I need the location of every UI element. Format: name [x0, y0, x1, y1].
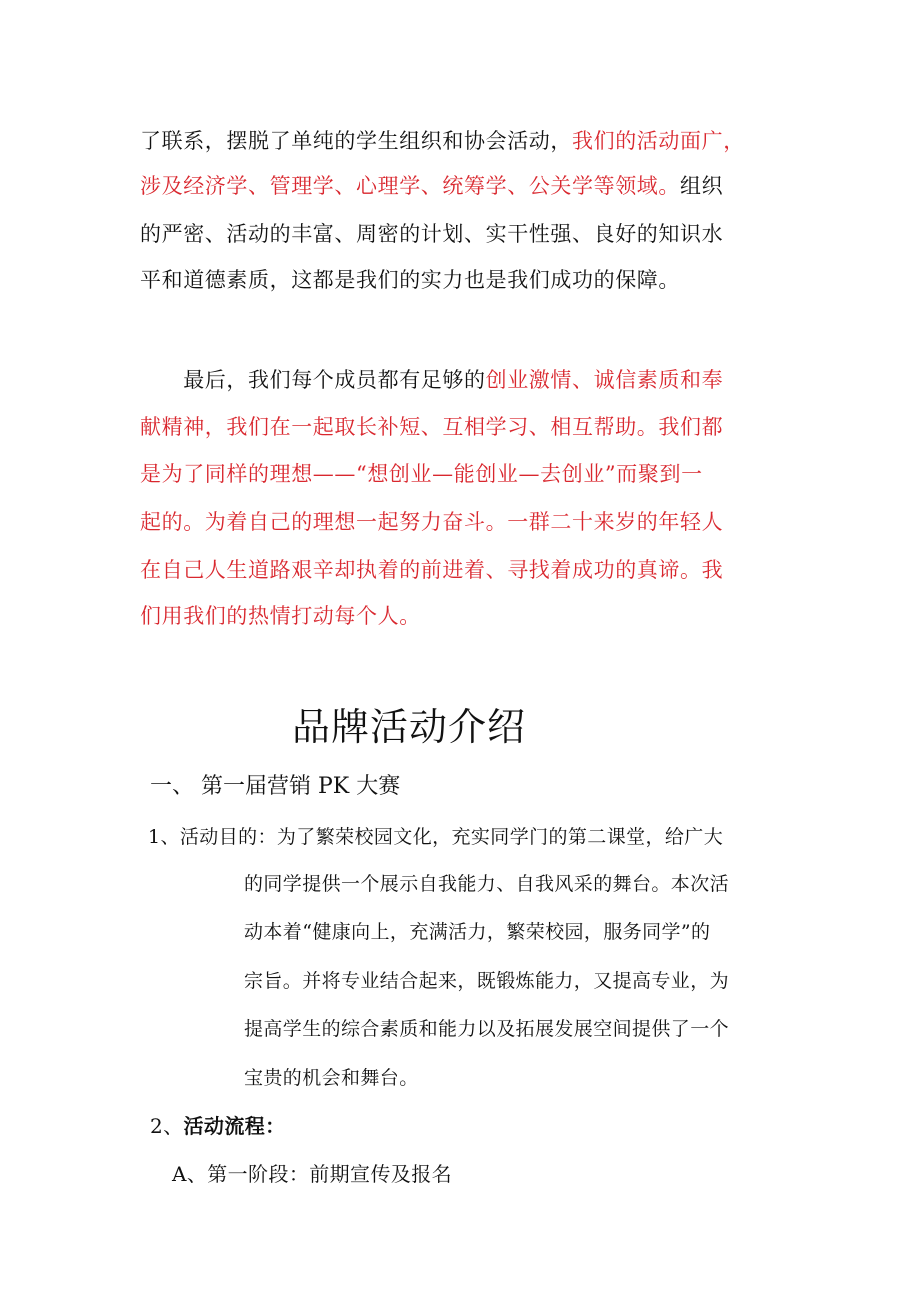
process-number: 2、 — [150, 1114, 184, 1138]
highlight-span: 我们的活动面广， — [572, 129, 745, 153]
stage-a — [172, 1160, 452, 1188]
process-heading — [150, 1112, 286, 1140]
highlight-span: 献精神，我们在一起取长补短、互相学习、相互帮助。我们都 — [140, 415, 724, 439]
text-line — [140, 508, 723, 536]
highlight-span: 起的。为着自己的理想一起努力奋斗。一群二十来岁的年轻人 — [140, 510, 724, 534]
text-line — [140, 172, 723, 200]
text-line — [140, 266, 680, 294]
text-span: 了联系，摆脱了单纯的学生组织和协会活动， — [140, 129, 572, 153]
text-line — [140, 413, 723, 441]
highlight-span: 们用我们的热情打动每个人。 — [140, 604, 421, 628]
purpose-text: 为了繁荣校园文化，充实同学门的第二课堂，给广大 — [276, 826, 724, 848]
text-line — [140, 460, 703, 488]
text-line — [140, 220, 723, 248]
heading-first-marketing-pk: 一、 第一届营销 PK 大赛 — [150, 774, 401, 799]
process-label: 活动流程： — [183, 1114, 286, 1138]
text-line — [140, 127, 745, 155]
highlight-span: 是为了同样的理想——“想创业—能创业—去创业”而聚到一 — [140, 462, 703, 486]
stage-a-text: 前期宣传及报名 — [309, 1162, 453, 1186]
text-span: 最后，我们每个成员都有足够的 — [140, 368, 486, 392]
text-span: 的严密、活动的丰富、周密的计划、实干性强、良好的知识水 — [140, 222, 724, 246]
purpose-line: 动本着“健康向上，充满活力，繁荣校园，服务同学”的 — [244, 921, 711, 943]
text-line — [140, 366, 723, 394]
purpose-line: 宗旨。并将专业结合起来，既锻炼能力，又提高专业，为 — [244, 970, 730, 992]
purpose-line: 的同学提供一个展示自我能力、自我风采的舞台。本次活 — [244, 873, 730, 895]
purpose-line: 宝贵的机会和舞台。 — [244, 1067, 419, 1089]
highlight-span: 涉及经济学、管理学、心理学、统筹学、公关学等领域。 — [140, 174, 680, 198]
purpose-line: 提高学生的综合素质和能力以及拓展发展空间提供了一个 — [244, 1018, 730, 1040]
text-line — [140, 556, 723, 584]
text-line — [140, 602, 421, 630]
purpose-first-line — [148, 823, 723, 851]
text-span: 组织 — [680, 174, 724, 198]
highlight-span: 创业激情、诚信素质和奉 — [485, 368, 724, 392]
highlight-span: 在自己人生道路艰辛却执着的前进着、寻找着成功的真谛。我 — [140, 558, 724, 582]
section-title: 品牌活动介绍 — [292, 705, 527, 749]
stage-a-label: A、第一阶段： — [172, 1162, 310, 1186]
purpose-label: 1、活动目的： — [148, 826, 277, 848]
text-span: 平和道德素质，这都是我们的实力也是我们成功的保障。 — [140, 268, 680, 292]
